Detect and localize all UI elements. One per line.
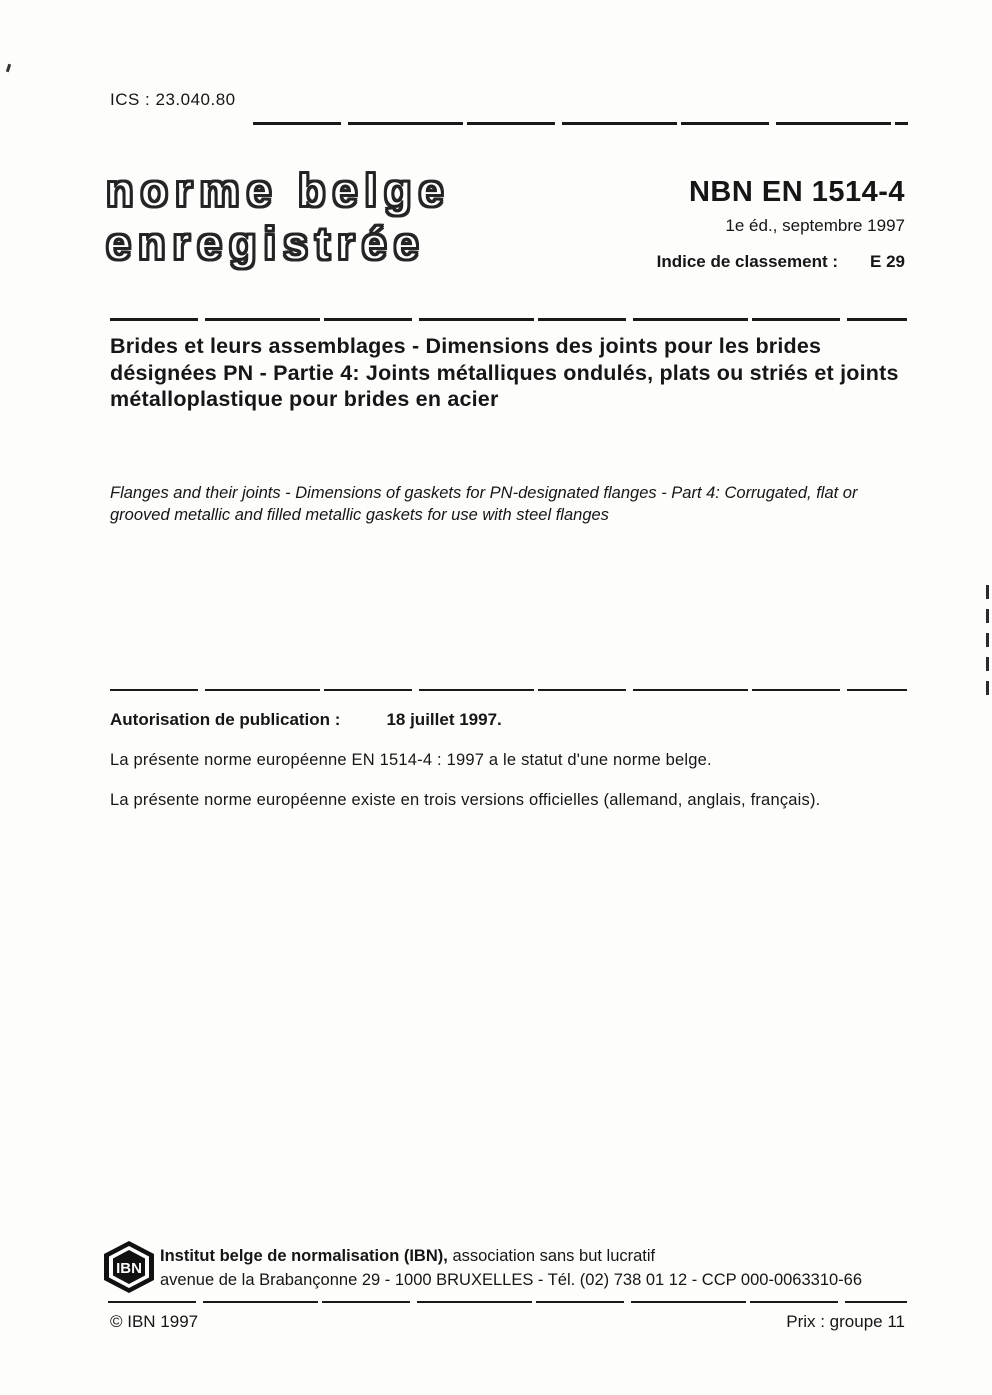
reference-block [657, 176, 905, 272]
norm-type-line2: enregistrée [106, 218, 426, 269]
title-english: Flanges and their joints - Dimensions of gaskets for PN-designated flanges - Part 4: Corrugated, flat or grooved metallic and filled metallic gaskets for use with steel flanges [110, 484, 858, 525]
ibn-logo-text: IBN [116, 1260, 142, 1277]
ics-code: ICS : 23.040.80 [110, 90, 236, 109]
authorization-row [110, 710, 502, 730]
classification-value: E 29 [870, 252, 905, 271]
publisher-name: Institut belge de normalisation (IBN), [160, 1247, 448, 1265]
classification-row [657, 252, 905, 272]
publisher-address: avenue de la Brabançonne 29 - 1000 BRUXELLES - Tél. (02) 738 01 12 - CCP 000-0063310-66 [160, 1270, 863, 1289]
authorization-label: Autorisation de publication : [110, 710, 341, 729]
norm-type-line1: norme belge [106, 165, 451, 216]
edition-date: 1e éd., septembre 1997 [725, 216, 905, 235]
status-statement: La présente norme européenne EN 1514-4 : 1997 a le statut d'une norme belge. [110, 751, 712, 769]
divider-footer [108, 1301, 907, 1303]
classification-label: Indice de classement : [656, 252, 839, 271]
scan-artifact [986, 585, 989, 705]
versions-statement: La présente norme européenne existe en trois versions officielles (allemand, anglais, français). [110, 791, 821, 809]
divider-top [253, 122, 908, 125]
standard-code: NBN EN 1514-4 [688, 176, 905, 208]
price-group: Prix : groupe 11 [786, 1312, 905, 1331]
divider-title [110, 318, 907, 321]
ibn-logo-icon [103, 1240, 155, 1294]
scan-artifact [6, 64, 11, 73]
title-french: Brides et leurs assemblages - Dimensions des joints pour les brides désignées PN - Partie 4: Joints métalliques ondulés, plats ou striés et joints métalloplastique pour brides en acier [110, 334, 899, 412]
publisher-line1 [160, 1245, 862, 1269]
publisher-block [160, 1245, 862, 1293]
copyright: © IBN 1997 [110, 1312, 199, 1331]
publisher-descriptor: association sans but lucratif [447, 1247, 656, 1265]
authorization-date: 18 juillet 1997. [386, 710, 502, 729]
divider-authorization [110, 689, 907, 691]
